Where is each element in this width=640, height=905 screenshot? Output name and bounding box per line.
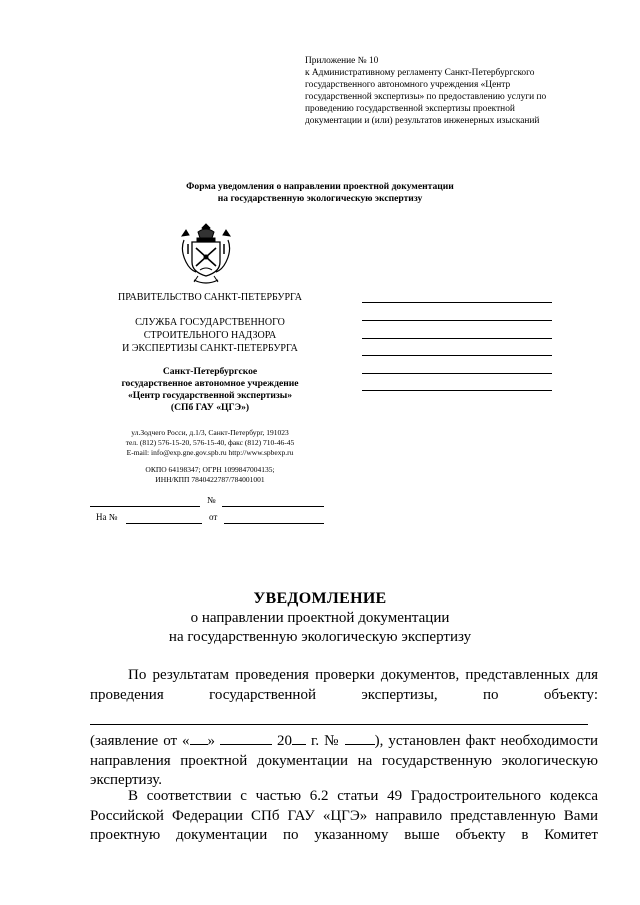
application-conclusion: ), установлен факт необходимости направления проектной документации на государственную экологическую экспертизу. bbox=[90, 733, 599, 789]
contact-info bbox=[90, 428, 330, 458]
application-day-field[interactable] bbox=[190, 730, 208, 745]
address: ул.Зодчего Росси, д.1/3, Санкт-Петербург, 191023 bbox=[131, 428, 289, 437]
form-title-line: на государственную экологическую экспертизу bbox=[217, 193, 423, 204]
outgoing-number-block bbox=[90, 494, 330, 524]
org-line: «Центр государственной экспертизы» bbox=[127, 390, 293, 401]
reference-number-label: На № bbox=[96, 512, 118, 522]
appendix-line: проведению государственной экспертизы проектной bbox=[305, 104, 515, 114]
service-line: СЛУЖБА ГОСУДАРСТВЕННОГО bbox=[135, 317, 285, 328]
okpo-ogrn: ОКПО 64198347; ОГРН 1099847004135; bbox=[145, 465, 275, 474]
notice-subtitle-line: о направлении проектной документации bbox=[190, 610, 450, 626]
object-name-field[interactable] bbox=[90, 724, 588, 725]
appendix-line: государственной экспертизы» по предоставлению услуги по bbox=[305, 92, 547, 102]
form-title bbox=[0, 181, 640, 205]
phones: тел. (812) 576-15-20, 576-15-40, факс (812) 710-46-45 bbox=[125, 438, 295, 447]
org-line: Санкт-Петербургское bbox=[162, 366, 258, 377]
appendix-line: Приложение № 10 bbox=[305, 56, 379, 66]
email-web: E-mail: info@exp.gne.gov.spb.ru http://www.spbexp.ru bbox=[126, 448, 294, 457]
paragraph-application bbox=[90, 730, 598, 791]
paragraph-check-results: По результатам проведения проверки документов, представленных для проведения государственной экспертизы, по объекту: bbox=[90, 667, 598, 703]
notice-subtitle-line: на государственную экологическую экспертизу bbox=[168, 629, 472, 645]
addressee-line[interactable] bbox=[362, 338, 552, 339]
application-year-field[interactable] bbox=[292, 730, 306, 745]
service-name bbox=[90, 316, 330, 355]
number-sign: № bbox=[207, 495, 216, 505]
addressee-line[interactable] bbox=[362, 373, 552, 374]
outgoing-number-field[interactable] bbox=[222, 506, 324, 507]
service-line: И ЭКСПЕРТИЗЫ САНКТ-ПЕТЕРБУРГА bbox=[122, 343, 298, 354]
appendix-line: к Административному регламенту Санкт-Петербургского bbox=[305, 68, 535, 78]
reference-date-field[interactable] bbox=[224, 523, 324, 524]
application-month-field[interactable] bbox=[220, 730, 272, 745]
outgoing-date-field[interactable] bbox=[90, 506, 200, 507]
organization-name bbox=[90, 366, 330, 414]
reference-number-field[interactable] bbox=[126, 523, 202, 524]
reference-date-label: от bbox=[209, 512, 218, 522]
appendix-line: государственного автономного учреждения «Центр bbox=[305, 80, 511, 90]
addressee-line[interactable] bbox=[362, 390, 552, 391]
paragraph-code-reference: В соответствии с частью 6.2 статьи 49 Градостроительного кодекса Российской Федерации СПб ГАУ «ЦГЭ» направило представленную Вами проектную документации по указанному выше объекту в Комитет bbox=[90, 788, 598, 844]
appendix-line: документации и (или) результатов инженерных изысканий bbox=[305, 116, 540, 126]
registration-codes bbox=[90, 465, 330, 485]
notice-title: УВЕДОМЛЕНИЕ bbox=[253, 590, 387, 607]
government-name: ПРАВИТЕЛЬСТВО САНКТ-ПЕТЕРБУРГА bbox=[118, 292, 302, 303]
addressee-line[interactable] bbox=[362, 302, 552, 303]
form-title-line: Форма уведомления о направлении проектной документации bbox=[186, 181, 454, 192]
application-number-label: г. № bbox=[306, 733, 345, 749]
application-prefix: (заявление от « bbox=[90, 733, 190, 749]
coat-of-arms-icon bbox=[178, 222, 234, 286]
addressee-line[interactable] bbox=[362, 320, 552, 321]
service-line: СТРОИТЕЛЬНОГО НАДЗОРА bbox=[143, 330, 277, 341]
application-number-field[interactable] bbox=[345, 730, 375, 745]
appendix-note bbox=[305, 55, 605, 127]
org-line: государственное автономное учреждение bbox=[121, 378, 299, 389]
notice-subtitle bbox=[0, 609, 640, 647]
application-year-prefix: 20 bbox=[272, 733, 292, 749]
org-line: (СПб ГАУ «ЦГЭ») bbox=[170, 402, 250, 413]
addressee-line[interactable] bbox=[362, 355, 552, 356]
application-quote-close: » bbox=[207, 733, 221, 749]
inn-kpp: ИНН/КПП 7840422787/784001001 bbox=[155, 475, 265, 484]
